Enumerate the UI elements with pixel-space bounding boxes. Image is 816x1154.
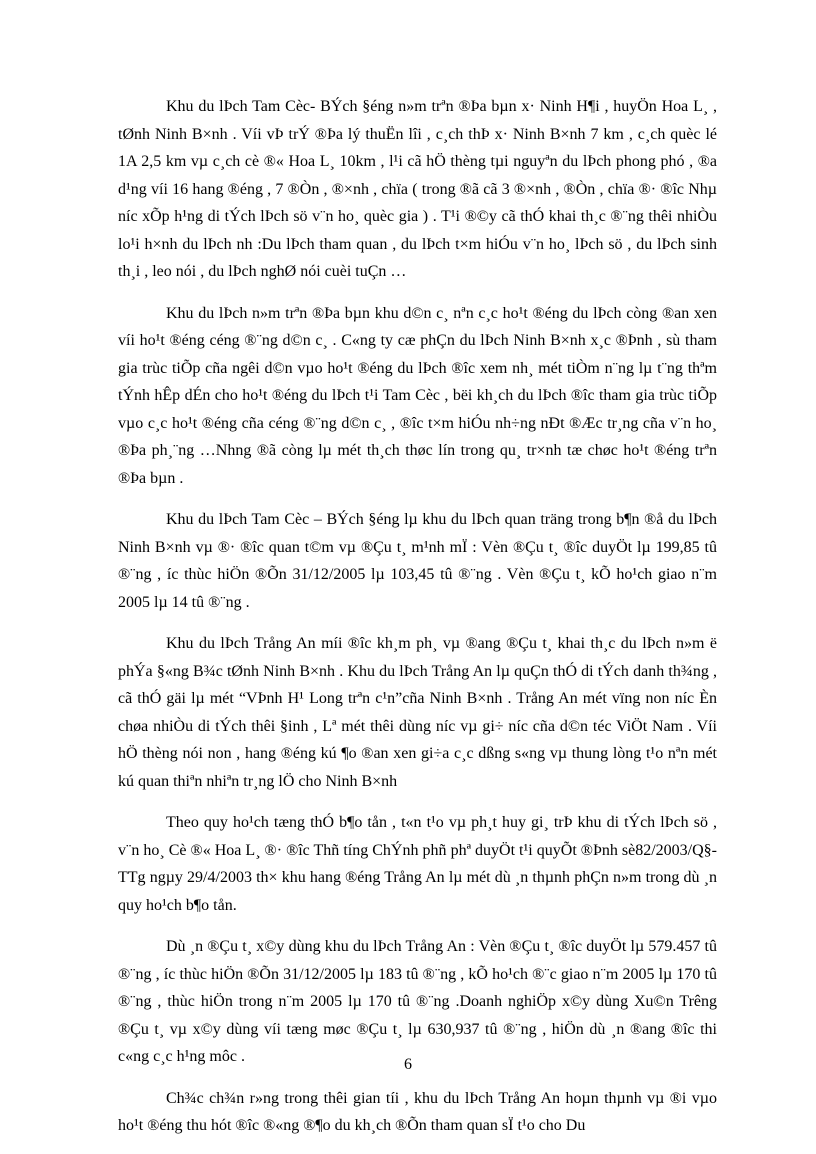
paragraph-7: Ch¾c ch¾n r»ng trong thêi gian tíi , khu du lÞch Trång An hoµn thµnh vµ ®i vµo ho¹t ®éng thu hót ®îc ®«ng ®¶o du kh¸ch ®Õn tham quan sÏ t¹o cho Du	[118, 1089, 717, 1134]
paragraph-2: Khu du lÞch n»m trªn ®Þa bµn khu d©n c¸ nªn c¸c ho¹t ®éng du lÞch còng ®an xen víi ho¹t ®éng céng ®¨ng d©n c¸ . C«ng ty cæ phÇn du lÞch Ninh B×nh x¸c ®Þnh , sù tham gia trùc tiÕp cña ngêi d©n vµo ho¹t ®éng du lÞch ®îc xem nh¸ mét tiÒm n¨ng lµ t¨ng thªm tÝnh hÊp dÉn cho ho¹t ®éng du lÞch t¹i Tam Cèc , bëi kh¸ch du lÞch ®îc tham gia trùc tiÕp vµo c¸c ho¹t ®éng cña céng ®¨ng d©n c¸ , ®îc t×m hiÓu nh÷ng nÐt ®Æc tr¸ng cña v¨n ho¸ ®Þa ph¸¨ng …Nhng ®ã còng lµ mét th¸ch thøc lín trong qu¸ tr×nh tæ chøc ho¹t ®éng trªn ®Þa bµn .	[118, 304, 717, 487]
paragraph-6: Dù ¸n ®Çu t¸ x©y dùng khu du lÞch Trång An : Vèn ®Çu t¸ ®îc duyÖt lµ 579.457 tû ®¨ng , íc thùc hiÖn ®Õn 31/12/2005 lµ 183 tû ®¨ng , kÕ ho¹ch ®¨c giao n¨m 2005 lµ 170 tû ®¨ng , thùc hiÖn trong n¨m 2005 lµ 170 tû ®¨ng .Doanh nghiÖp x©y dùng Xu©n Trêng ®Çu t¸ vµ x©y dùng víi tæng møc ®Çu t¸ lµ 630,937 tû ®¨ng , hiÖn dù ¸n ®ang ®îc thi c«ng c¸c h¹ng môc .	[118, 938, 717, 1065]
paragraph-4: Khu du lÞch Trång An míi ®îc kh¸m ph¸ vµ ®ang ®Çu t¸ khai th¸c du lÞch n»m ë phÝa §«ng B¾c tØnh Ninh B×nh . Khu du lÞch Trång An lµ quÇn thÓ di tÝch danh th¾ng , cã thÓ gäi lµ mét “VÞnh H¹ Long trªn c¹n”cña Ninh B×nh . Trång An mét vïng non níc Èn chøa nhiÒu di tÝch thêi §inh , Lª mét thêi dùng níc vµ gi÷ níc cña d©n téc ViÖt Nam . Víi hÖ thèng nói non , hang ®éng kú ¶o ®an xen gi÷a c¸c dßng s«ng vµ thung lòng t¹o nªn mét kú quan thiªn nhiªn tr¸ng lÖ cho Ninh B×nh	[118, 635, 717, 790]
body-text	[118, 93, 717, 1154]
paragraph-5: Theo quy ho¹ch tæng thÓ b¶o tån , t«n t¹o vµ ph¸t huy gi¸ trÞ khu di tÝch lÞch sö , v¨n ho¸ Cè ®« Hoa L¸ ®· ®îc Thñ tíng ChÝnh phñ phª duyÖt t¹i quyÕt ®Þnh sè82/2003/Q§-TTg ngµy 29/4/2003 th× khu hang ®éng Trång An lµ mét dù ¸n thµnh phÇn n»m trong dù ¸n quy ho¹ch b¶o tån.	[118, 814, 717, 914]
page-number: 6	[404, 1056, 412, 1073]
paragraph-3: Khu du lÞch Tam Cèc – BÝch §éng lµ khu du lÞch quan träng trong b¶n ®å du lÞch Ninh B×nh vµ ®· ®îc quan t©m vµ ®Çu t¸ m¹nh mÏ : Vèn ®Çu t¸ ®îc duyÖt lµ 199,85 tû ®¨ng , íc thùc hiÖn ®Õn 31/12/2005 lµ 103,45 tû ®¨ng . Vèn ®Çu t¸ kÕ ho¹ch giao n¨m 2005 lµ 14 tû ®¨ng .	[118, 511, 717, 611]
paragraph-1: Khu du lÞch Tam Cèc- BÝch §éng n»m trªn ®Þa bµn x· Ninh H¶i , huyÖn Hoa L¸ , tØnh Ninh B×nh . Víi vÞ trÝ ®Þa lý thuËn lîi , c¸ch thÞ x· Ninh B×nh 7 km , c¸ch quèc lé 1A 2,5 km vµ c¸ch cè ®« Hoa L¸ 10km , l¹i cã hÖ thèng tµi nguyªn du lÞch phong phó , ®a d¹ng víi 16 hang ®éng , 7 ®Òn , ®×nh , chïa ( trong ®ã cã 3 ®×nh , ®Òn , chïa ®· ®îc Nhµ níc xÕp h¹ng di tÝch lÞch sö v¨n ho¸ quèc gia ) . T¹i ®©y cã thÓ khai th¸c ®¨ng thêi nhiÒu lo¹i h×nh du lÞch nh :Du lÞch tham quan , du lÞch t×m hiÓu v¨n ho¸ lÞch sö , du lÞch sinh th¸i , leo nói , du lÞch nghØ nói cuèi tuÇn …	[118, 98, 717, 280]
